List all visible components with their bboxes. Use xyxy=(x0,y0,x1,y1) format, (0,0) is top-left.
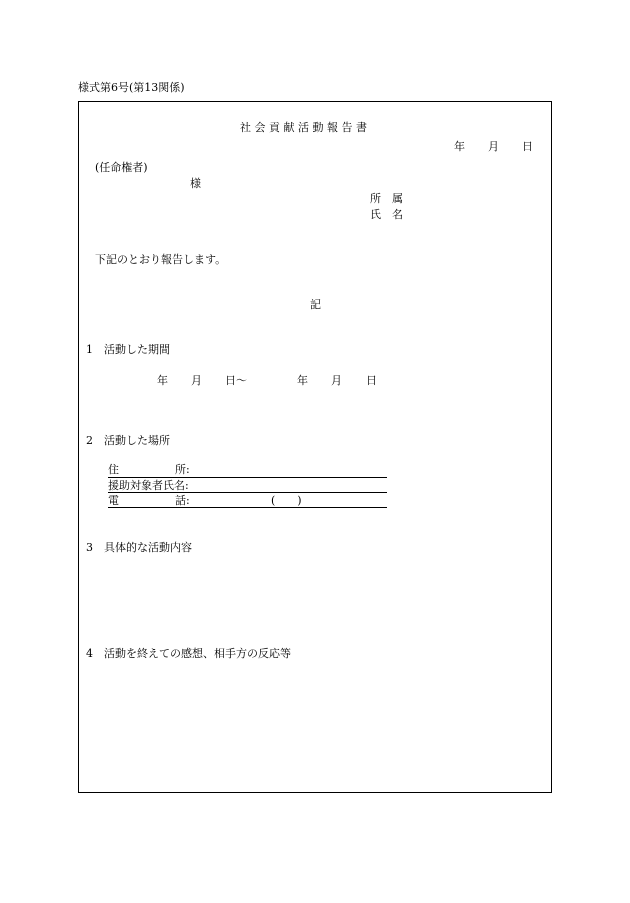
phone-underline xyxy=(108,507,387,508)
form-number: 様式第6号(第13関係) xyxy=(78,81,185,94)
phone-label-right: 話: xyxy=(175,494,190,507)
phone-parens: ( ) xyxy=(271,494,302,507)
period-end-month: 月 xyxy=(331,374,342,387)
address-underline xyxy=(108,477,387,478)
date-day: 日 xyxy=(522,140,533,153)
addressee-authority: (任命権者) xyxy=(95,161,148,174)
section-2-heading: 2 活動した場所 xyxy=(86,434,170,447)
target-name-label: 援助対象者氏名: xyxy=(108,479,189,492)
reporter-affiliation-label: 所 属 xyxy=(370,192,403,205)
target-name-underline xyxy=(108,492,387,493)
ki-heading: 記 xyxy=(310,298,321,311)
date-year: 年 xyxy=(454,140,465,153)
section-4-heading: 4 活動を終えての感想、相手方の反応等 xyxy=(86,647,291,660)
reporter-name-label: 氏 名 xyxy=(370,208,403,221)
address-label-right: 所: xyxy=(175,463,190,476)
address-label-left: 住 xyxy=(108,463,119,476)
section-1-heading: 1 活動した期間 xyxy=(86,343,170,356)
phone-label-left: 電 xyxy=(108,494,119,507)
period-end-year: 年 xyxy=(297,374,308,387)
form-title: 社 会 貢 献 活 動 報 告 書 xyxy=(240,121,367,134)
intro-text: 下記のとおり報告します。 xyxy=(95,253,227,266)
period-end-day: 日 xyxy=(366,374,377,387)
period-start-day: 日〜 xyxy=(225,374,247,387)
report-form-frame xyxy=(78,101,552,793)
period-start-month: 月 xyxy=(191,374,202,387)
addressee-honorific: 様 xyxy=(190,177,201,190)
section-3-heading: 3 具体的な活動内容 xyxy=(86,541,192,554)
date-month: 月 xyxy=(488,140,499,153)
period-start-year: 年 xyxy=(157,374,168,387)
